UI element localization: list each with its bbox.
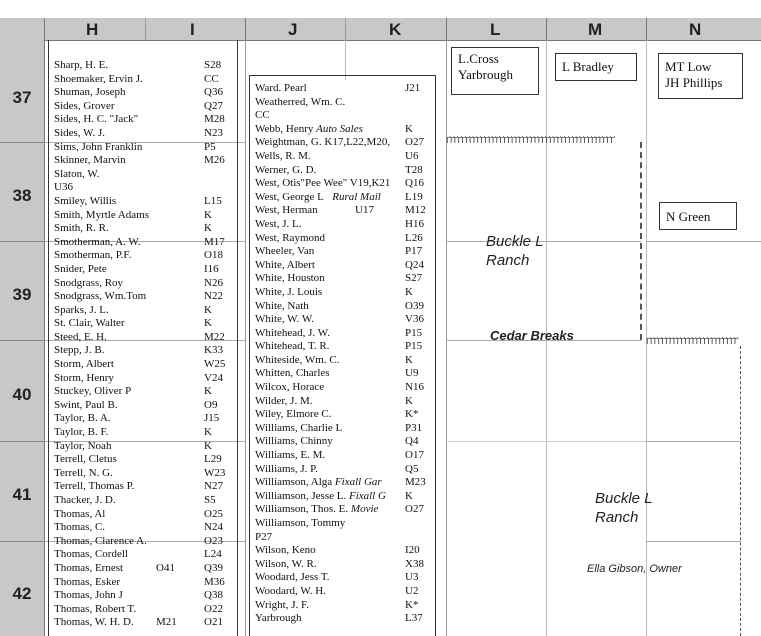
left-list xyxy=(54,59,232,630)
list-item: Terrell, Cletus L29 xyxy=(54,453,222,466)
list-item: Storm, Henry V24 xyxy=(54,371,223,384)
col-header-sep xyxy=(546,18,547,40)
fence-line-top: ҐҐҐҐҐҐҐҐҐҐҐҐҐҐҐҐҐҐҐҐҐҐҐҐҐҐҐҐҐҐҐҐҐҐҐҐҐҐҐҐҐҐҐҐ xyxy=(446,136,614,145)
ranch-label-buckle-l-upper xyxy=(486,232,544,270)
right-list xyxy=(255,82,435,626)
list-item: Smith, R. R. K xyxy=(54,222,212,235)
list-item: St. Clair, Walter K xyxy=(54,317,212,330)
column-header-h[interactable]: H xyxy=(86,20,99,39)
grid-line xyxy=(345,40,346,80)
box-line: L Bradley xyxy=(562,59,614,74)
landowner-box-mtlow xyxy=(658,53,743,99)
grid-line xyxy=(245,40,246,636)
col-header-sep xyxy=(446,18,447,40)
list-item: Werner, G. D. T28 xyxy=(255,163,423,176)
list-item: Terrell, Thomas P. N27 xyxy=(54,480,223,493)
list-item: West, Herman U17 M12 xyxy=(255,204,426,217)
ranch-line: Buckle L xyxy=(486,233,544,250)
col-header-sep xyxy=(646,18,647,40)
column-header-j[interactable]: J xyxy=(288,20,298,39)
list-item: Smiley, Willis L15 xyxy=(54,194,222,207)
row-sep xyxy=(0,441,44,442)
list-item: Thomas, Cordell L24 xyxy=(54,548,222,561)
list-item: Wilson, Keno I20 xyxy=(255,544,420,557)
list-item: Thomas, Ernest O41 Q39 xyxy=(54,561,223,574)
list-item: Thomas, Robert T. O22 xyxy=(54,602,223,615)
list-item: Woodard, W. H. U2 xyxy=(255,584,419,597)
col-header-sep xyxy=(245,18,246,40)
grid-line xyxy=(446,441,646,442)
list-item: Williams, Chinny Q4 xyxy=(255,435,419,448)
list-item: Whitten, Charles U9 xyxy=(255,367,419,380)
col-header-sep xyxy=(345,18,346,40)
list-item: Taylor, Noah K xyxy=(54,439,212,452)
list-item: White, Albert Q24 xyxy=(255,258,424,271)
list-item: Swint, Paul B. O9 xyxy=(54,398,218,411)
row-sep xyxy=(0,241,44,242)
row-header-41[interactable]: 41 xyxy=(12,485,32,504)
list-item: Sharp, H. E. S28 xyxy=(54,59,222,71)
list-item: Williamson, Tommy xyxy=(255,517,346,529)
row-sep xyxy=(0,340,44,341)
list-item: U36 xyxy=(54,181,73,194)
box-line: L.Cross xyxy=(458,51,499,66)
landowner-box-lbradley xyxy=(555,53,637,81)
list-item: Whiteside, Wm. C. K xyxy=(255,353,413,366)
list-item: Sides, H. C. "Jack" M28 xyxy=(54,113,225,126)
ranch-line: Ranch xyxy=(486,252,530,269)
list-item: Weightman, G. K17,L22,M20, O27 xyxy=(255,136,424,149)
list-item: Slaton, W. xyxy=(54,167,100,180)
col-header-sep xyxy=(44,18,45,40)
list-item: Thomas, Esker M36 xyxy=(54,575,225,588)
list-item: Wiley, Elmore C. K* xyxy=(255,408,419,421)
list-item: Stuckey, Oliver P K xyxy=(54,385,212,398)
list-item: Webb, Henry Auto Sales K xyxy=(255,122,413,135)
row-header-37[interactable]: 37 xyxy=(12,88,32,107)
ranch-line: Ranch xyxy=(595,509,639,526)
list-item: Wright, J. F. K* xyxy=(255,598,419,611)
list-item: Thomas, Al O25 xyxy=(54,507,223,520)
column-header-k[interactable]: K xyxy=(389,20,402,39)
list-item: Wells, R. M. U6 xyxy=(255,149,419,162)
row-header-42[interactable]: 42 xyxy=(12,584,32,603)
list-item: Storm, Albert W25 xyxy=(54,358,226,371)
list-item: Williams, E. M. O17 xyxy=(255,449,424,462)
list-item: Sides, Grover Q27 xyxy=(54,99,223,112)
fence-line-vertical xyxy=(640,142,645,340)
list-item: Shuman, Joseph Q36 xyxy=(54,86,223,99)
column-header-l[interactable]: L xyxy=(490,20,501,39)
list-item: Wilder, J. M. K xyxy=(255,394,413,407)
cedar-breaks-label: Cedar Breaks xyxy=(490,328,574,343)
list-item: White, Houston S27 xyxy=(255,272,423,285)
list-item: Whitehead, T. R. P15 xyxy=(255,340,423,353)
list-item: Weatherred, Wm. C. xyxy=(255,95,346,108)
list-item: Williamson, Alga Fixall Gar M23 xyxy=(255,476,426,489)
grid-line xyxy=(646,441,741,442)
list-item: Wilson, W. R. X38 xyxy=(255,557,424,570)
list-item: Sims, John Franklin P5 xyxy=(54,140,216,153)
box-line: MT Low xyxy=(665,59,712,74)
row-header-38[interactable]: 38 xyxy=(12,186,32,205)
list-item: Williams, Charlie L P31 xyxy=(255,421,423,434)
list-item: Woodard, Jess T. U3 xyxy=(255,571,419,584)
list-item: White, J. Louis K xyxy=(255,285,413,298)
list-item: Thacker, J. D. S5 xyxy=(54,494,216,506)
box-line: N Green xyxy=(666,209,711,224)
list-item: Skinner, Marvin M26 xyxy=(54,154,225,167)
row-header-bar xyxy=(0,40,45,636)
list-item: White, Nath O39 xyxy=(255,299,424,312)
list-item: CC xyxy=(255,109,270,122)
list-item: Whitehead, J. W. P15 xyxy=(255,326,423,339)
column-header-i[interactable]: I xyxy=(190,20,195,39)
list-item: Thomas, John J Q38 xyxy=(54,589,223,602)
list-item: West, Otis"Pee Wee" V19,K21 Q16 xyxy=(255,177,424,190)
list-item: Shoemaker, Ervin J. CC xyxy=(54,72,219,85)
col-header-sep xyxy=(145,18,146,40)
list-item: Williamson, Thos. E. Movie O27 xyxy=(255,503,424,516)
list-item: White, W. W. V36 xyxy=(255,313,424,326)
landowner-box-lcross xyxy=(451,47,539,95)
column-header-m[interactable]: M xyxy=(588,20,603,39)
list-item: Smotherman, P.F. O18 xyxy=(54,249,223,262)
list-item: Yarbrough L37 xyxy=(255,612,423,625)
fence-line-mid: ҐҐҐҐҐҐҐҐҐҐҐҐҐҐҐҐҐҐҐҐҐҐҐҐ xyxy=(646,337,738,346)
list-item: Taylor, B. A. J15 xyxy=(54,412,220,425)
ranch-line: Buckle L xyxy=(595,490,653,507)
ranch-label-buckle-l-lower xyxy=(595,489,653,527)
list-item: Williams, J. P. Q5 xyxy=(255,462,419,475)
box-line: Yarbrough xyxy=(458,67,514,82)
list-item: West, Raymond L26 xyxy=(255,231,423,244)
row-sep xyxy=(0,142,44,143)
list-item: Sparks, J. L. K xyxy=(54,303,212,316)
column-header-n[interactable]: N xyxy=(689,20,702,39)
list-item: Smith, Myrtle Adams K xyxy=(54,208,212,221)
owner-label: Ella Gibson, Owner xyxy=(587,563,682,575)
list-item: Wheeler, Van P17 xyxy=(255,245,423,258)
grid-line xyxy=(446,40,447,636)
list-item: Williamson, Jesse L. Fixall G K xyxy=(255,489,413,502)
list-item: Wilcox, Horace N16 xyxy=(255,381,424,394)
row-header-40[interactable]: 40 xyxy=(12,385,32,404)
list-item: Snodgrass, Wm.Tom N22 xyxy=(54,290,223,303)
list-item: Stepp, J. B. K33 xyxy=(54,344,223,357)
list-item: Steed, E. H. M22 xyxy=(54,330,225,343)
row-header-39[interactable]: 39 xyxy=(12,285,32,304)
grid-line xyxy=(646,541,741,542)
grid-line xyxy=(646,241,761,242)
list-item: West, J. L. H16 xyxy=(255,217,424,230)
list-item: Smotherman, A. W. M17 xyxy=(54,235,225,248)
list-item: Terrell, N. G. W23 xyxy=(54,466,226,479)
landowner-box-ngreen xyxy=(659,202,737,230)
list-item: Thomas, Clarence A. O23 xyxy=(54,534,223,547)
list-item: West, George L Rural Mail L19 xyxy=(255,190,423,203)
fence-line-right xyxy=(740,346,743,636)
list-item: Thomas, C. N24 xyxy=(54,521,223,534)
list-item: Sides, W. J. N23 xyxy=(54,126,223,139)
list-item: Thomas, W. H. D. M21 O21 xyxy=(54,616,223,629)
box-line: JH Phillips xyxy=(665,75,723,90)
list-item: Ward. Pearl J21 xyxy=(255,82,421,94)
list-item: Snodgrass, Roy N26 xyxy=(54,276,223,289)
list-item: P27 xyxy=(255,530,273,543)
list-item: Snider, Pete I16 xyxy=(54,262,219,275)
list-item: Taylor, B. F. K xyxy=(54,426,212,439)
row-sep xyxy=(0,541,44,542)
